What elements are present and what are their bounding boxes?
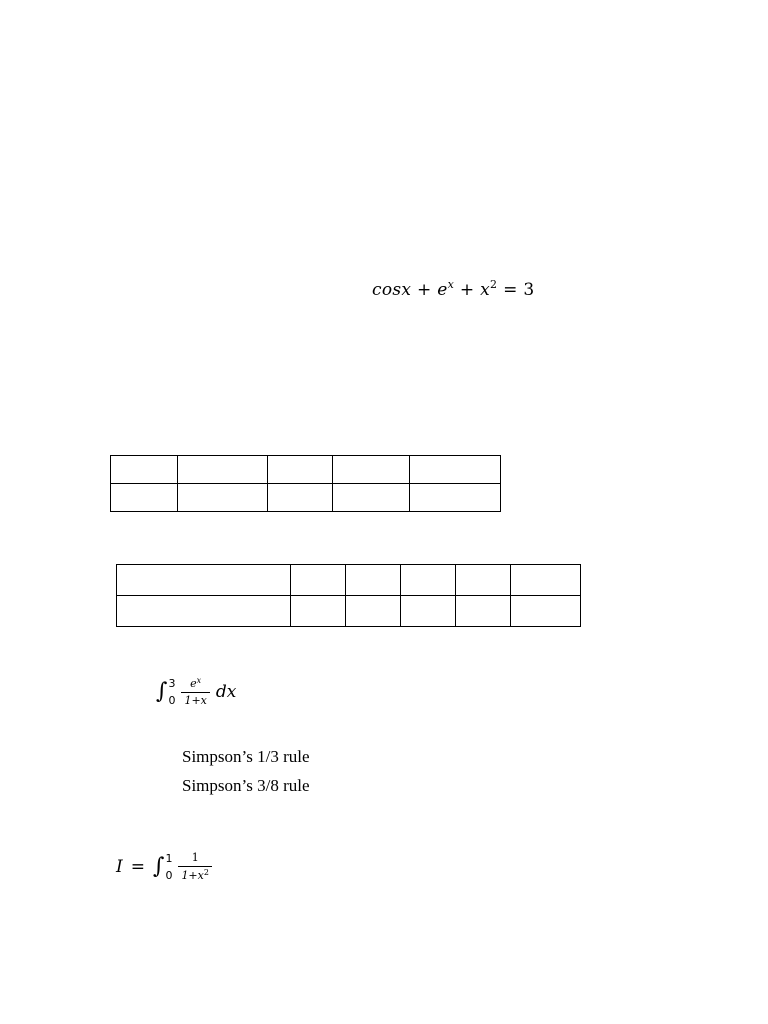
table-row [117,596,581,627]
integral-one-over-one-plus-x-squared [116,852,216,881]
table-cell [346,596,401,627]
numerator-base: e [190,677,197,690]
denominator-exponent: 2 [203,867,209,877]
empty-table-6-columns [116,564,581,627]
denominator-base: 1+x [181,868,204,882]
fraction-denominator [178,866,212,882]
integral-upper-limit: 3 [168,676,176,690]
simpson-one-third-rule-label: Simpson’s 1/3 rule [182,747,310,766]
simpson-three-eighths-rule-label: Simpson’s 3/8 rule [182,776,310,795]
table-row [111,456,501,484]
fraction-numerator: 1 [191,851,199,864]
table-cell [410,484,501,512]
table-cell [111,456,178,484]
integrand-fraction [178,852,212,881]
table-cell [333,456,410,484]
integral-sign-icon: ∫ [152,853,165,879]
table-row [117,565,581,596]
table-cell [456,596,511,627]
integral-upper-limit: 1 [165,851,173,865]
integral-lhs-symbol: I [116,856,123,877]
integral-limits [165,853,172,881]
integral-exp-over-one-plus-x [156,677,236,706]
table-cell [291,565,346,596]
table-cell [456,565,511,596]
table-cell [410,456,501,484]
table-cell [401,596,456,627]
eq-plus-sign: + [459,280,475,300]
table-cell [117,565,291,596]
table-cell [268,484,333,512]
eq-square-power: 2 [490,278,498,291]
eq-plus-sign: + [417,280,432,300]
table-cell [346,565,401,596]
eq-equals-sign: = [503,280,518,300]
integral-lower-limit: 0 [168,693,176,707]
integral-differential: dx [215,681,237,702]
table-cell [511,596,581,627]
table-cell [511,565,581,596]
table-row [111,484,501,512]
eq-rhs-value: 3 [523,280,535,300]
eq-exp-power: x [447,278,455,291]
table-cell [178,484,268,512]
integral-limits [168,678,175,706]
integral-equals-sign: = [130,856,145,877]
table-cell [291,596,346,627]
table-cell [178,456,268,484]
fraction-numerator [187,677,204,692]
integral-sign-icon: ∫ [156,678,168,704]
numerator-exponent: x [196,676,202,685]
eq-square-base: x [480,280,491,300]
table-cell [111,484,178,512]
table-cell [333,484,410,512]
integral-lower-limit: 0 [165,868,173,882]
table-cell [268,456,333,484]
fraction-denominator: 1+x [181,692,209,707]
equation-cos-exp-square [372,278,534,300]
integrand-fraction [181,677,209,706]
eq-cos-term: cosx [372,280,412,300]
table-cell [401,565,456,596]
empty-table-5-columns [110,455,501,512]
table-cell [117,596,291,627]
eq-exp-base: e [437,280,448,300]
